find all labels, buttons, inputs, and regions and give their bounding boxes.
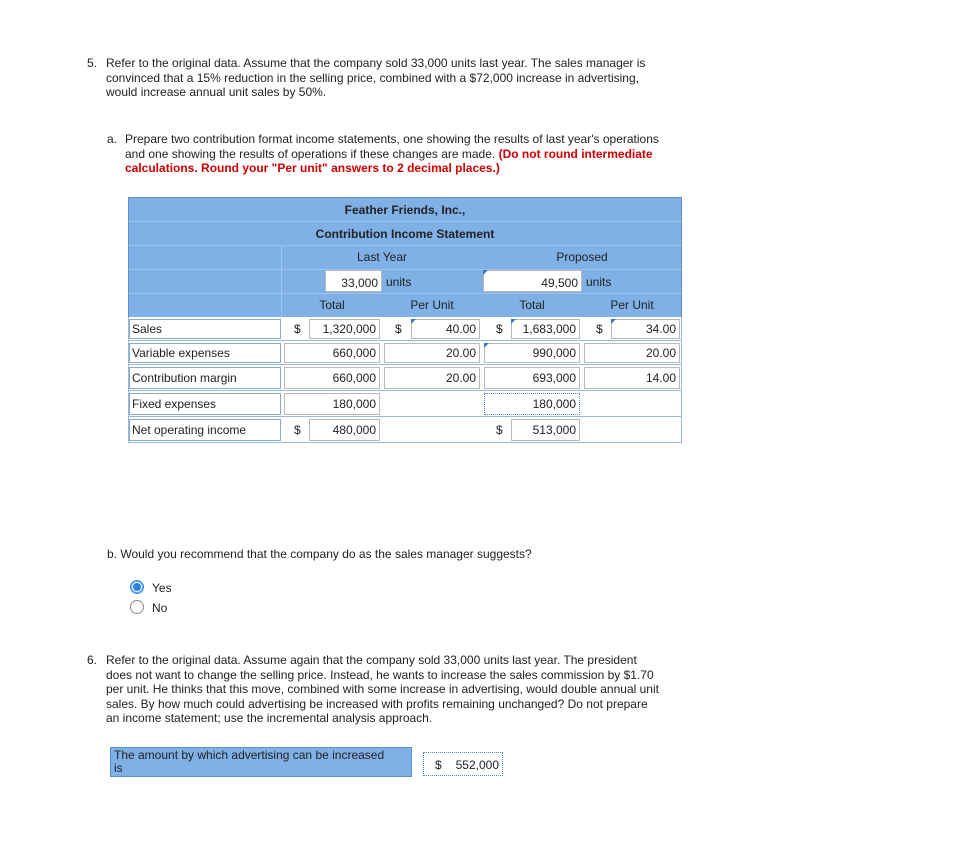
last-year-per-unit-input[interactable]: 40.00 [411, 319, 480, 339]
row-label-field[interactable]: Contribution margin [129, 367, 281, 389]
question-6 [87, 653, 727, 726]
answer-currency: $ [435, 758, 442, 772]
last-year-total-input[interactable]: 480,000 [309, 419, 380, 441]
proposed-total-input[interactable]: 180,000 [484, 393, 580, 415]
proposed-heading: Proposed [556, 250, 608, 264]
total-heading: Total [319, 298, 345, 312]
currency-symbol: $ [294, 423, 301, 437]
currency-symbol: $ [395, 322, 402, 336]
table-row [128, 391, 682, 417]
currency-symbol: $ [496, 423, 503, 437]
last-year-total-input[interactable]: 180,000 [284, 393, 380, 415]
proposed-per-unit-input[interactable]: 20.00 [584, 343, 680, 363]
table-row [128, 365, 682, 391]
row-label-field[interactable]: Variable expenses [129, 343, 281, 363]
answer-label-box [110, 747, 412, 777]
question-text-line: per unit. He thinks that this move, combined with some increase in advertising, would double annual unit [106, 682, 659, 696]
question-text-line: does not want to change the selling price. Instead, he wants to increase the sales commission by $1.70 [106, 667, 654, 682]
statement-title: Contribution Income Statement [315, 227, 495, 241]
last-year-per-unit-input[interactable]: 20.00 [384, 343, 480, 363]
question-5 [87, 56, 727, 100]
question-number: 5. [87, 56, 98, 70]
part-a-line: Prepare two contribution format income statements, one showing the results of last year's operations [125, 132, 659, 146]
last-year-per-unit-input[interactable]: 20.00 [384, 367, 480, 389]
yes-radio[interactable] [130, 580, 144, 594]
per-unit-heading: Per Unit [410, 298, 454, 312]
last-year-total-input[interactable]: 660,000 [284, 343, 380, 363]
row-label-field[interactable]: Sales [129, 319, 281, 339]
rounding-instruction: (Do not round intermediate [498, 146, 653, 161]
last-year-total-input[interactable]: 660,000 [284, 367, 380, 389]
no-radio[interactable] [130, 600, 144, 614]
currency-symbol: $ [496, 322, 503, 336]
total-heading: Total [519, 298, 545, 312]
per-unit-heading: Per Unit [610, 298, 654, 312]
last-year-units-input[interactable]: 33,000 [325, 270, 382, 292]
part-b-question: b. Would you recommend that the company do as the sales manager suggests? [107, 547, 532, 561]
question-number: 6. [87, 653, 98, 667]
table-row [128, 341, 682, 365]
rounding-instruction-cont: calculations. Round your "Per unit" answers to 2 decimal places.) [125, 161, 500, 175]
answer-value: 552,000 [455, 758, 499, 772]
proposed-total-input[interactable]: 513,000 [511, 419, 580, 441]
part-a-line: and one showing the results of operations if these changes are made. [125, 146, 499, 161]
question-text-line: Refer to the original data. Assume again that the company sold 33,000 units last year. The president [106, 653, 637, 667]
answer-label-line: The amount by which advertising can be increased [114, 748, 385, 762]
income-statement-table [128, 197, 682, 443]
company-name: Feather Friends, Inc., [344, 203, 466, 217]
row-label-field[interactable]: Net operating income [129, 419, 281, 441]
last-year-total-input[interactable]: 1,320,000 [309, 319, 380, 339]
part-a [107, 132, 727, 176]
proposed-total-input[interactable]: 693,000 [484, 367, 580, 389]
currency-symbol: $ [294, 322, 301, 336]
part-letter: a. [107, 132, 118, 146]
proposed-per-unit-input[interactable]: 14.00 [584, 367, 680, 389]
table-row [128, 417, 682, 443]
currency-symbol: $ [596, 322, 603, 336]
row-label-field[interactable]: Fixed expenses [129, 393, 281, 415]
units-label: units [386, 275, 412, 289]
yes-label[interactable]: Yes [152, 581, 172, 595]
advertising-increase-input[interactable] [423, 752, 503, 776]
answer-label-line: is [114, 761, 123, 775]
proposed-per-unit-input[interactable]: 34.00 [611, 319, 680, 339]
question-text-line: convinced that a 15% reduction in the selling price, combined with a $72,000 increase in advertising, [106, 70, 639, 85]
proposed-total-input[interactable]: 990,000 [484, 343, 580, 363]
question-text-line: an income statement; use the incremental analysis approach. [106, 711, 433, 725]
question-text-line: sales. By how much could advertising be increased with profits remaining unchanged? Do not prepare [106, 696, 648, 711]
proposed-total-input[interactable]: 1,683,000 [511, 319, 580, 339]
last-year-heading: Last Year [356, 250, 408, 264]
no-label[interactable]: No [152, 601, 168, 615]
question-text-line: would increase annual unit sales by 50%. [106, 85, 327, 99]
question-text-line: Refer to the original data. Assume that the company sold 33,000 units last year. The sales manager is [106, 56, 646, 70]
proposed-units-input[interactable]: 49,500 [483, 270, 582, 292]
units-label: units [586, 275, 612, 289]
table-row [128, 317, 682, 341]
